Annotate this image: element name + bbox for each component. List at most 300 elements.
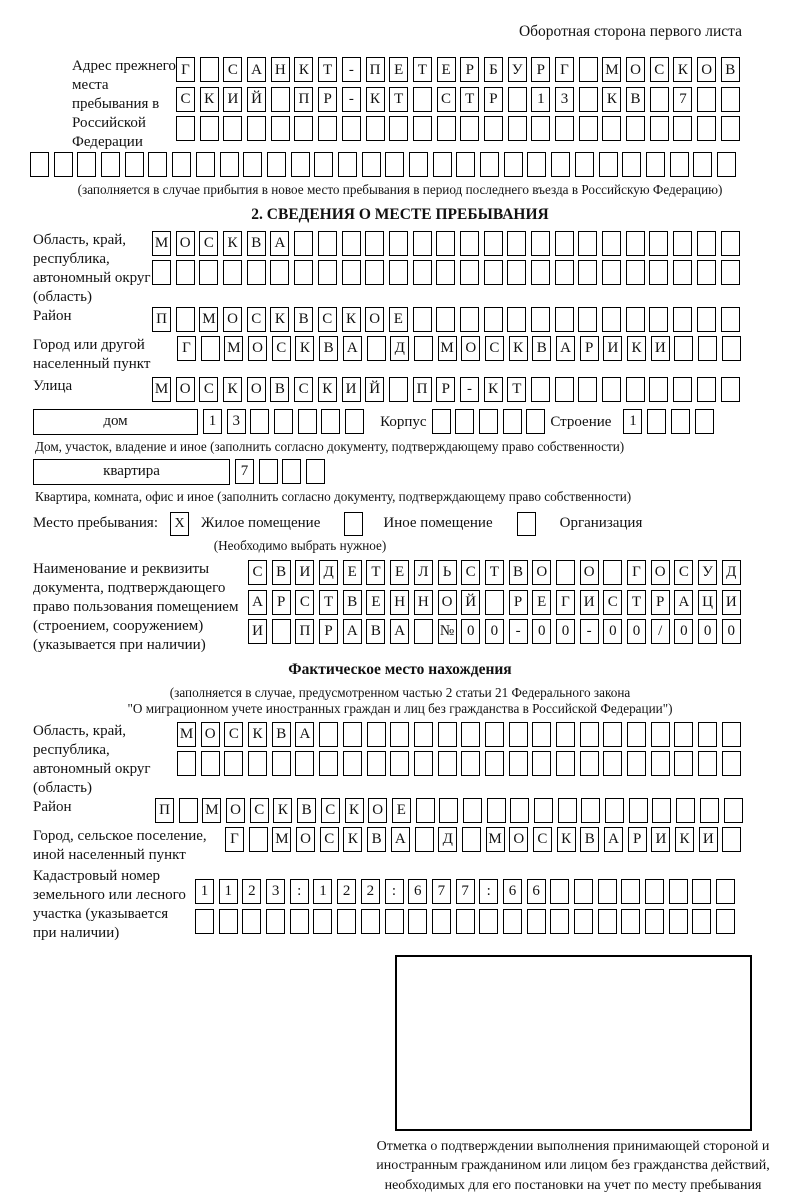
char-cell: О [248,336,267,361]
char-cell [651,751,670,776]
district-block [20,307,780,337]
char-cell [367,722,386,747]
char-cell [670,152,689,177]
char-cell: О [368,798,387,823]
char-cell: В [270,377,289,402]
house-field-box: дом [33,409,198,435]
char-cell [626,116,645,141]
char-cell: В [294,307,313,332]
char-cell [201,336,220,361]
house-block [20,409,780,439]
char-cell [291,152,310,177]
char-cell: Р [580,336,599,361]
char-cell: К [223,377,242,402]
char-cell [647,409,666,434]
cadastre-label: Кадастровый номер земельного или лесного участка (указывается при наличии) [33,868,186,942]
char-cell: : [290,879,309,904]
char-cell [319,722,338,747]
char-cell [337,909,356,934]
char-cell [321,409,340,434]
char-cell [271,87,290,112]
char-cell: И [223,87,242,112]
char-cell [527,909,546,934]
char-cell [249,827,268,852]
char-cell: Т [485,560,504,585]
street-row [152,377,740,402]
char-cell [272,619,291,644]
char-cell: Д [319,560,338,585]
char-cell [627,751,646,776]
region-rows [152,231,740,290]
char-cell: О [226,798,245,823]
district-label: Район [33,307,72,324]
char-cell [531,231,550,256]
char-cell [692,909,711,934]
char-cell: К [342,307,361,332]
prev-address-row-4 [30,152,780,177]
char-cell [484,307,503,332]
char-cell [555,260,574,285]
char-cell [693,152,712,177]
actual-city-block [20,827,780,865]
char-cell [602,260,621,285]
korpus-cells [432,409,546,434]
char-cell: Ь [438,560,457,585]
char-cell [389,377,408,402]
char-cell [692,879,711,904]
char-cell [390,722,409,747]
char-cell: 1 [219,879,238,904]
char-cell: Р [531,57,550,82]
char-cell: О [532,560,551,585]
document-row-2 [248,590,741,615]
char-cell: О [509,827,528,852]
char-cell: В [343,590,362,615]
char-cell: И [699,827,718,852]
char-cell: : [479,879,498,904]
char-cell [177,751,196,776]
char-cell [575,152,594,177]
char-cell [148,152,167,177]
char-cell: 2 [337,879,356,904]
char-cell: К [627,336,646,361]
apartment-cells [235,459,325,484]
char-cell [366,116,385,141]
char-cell [439,798,458,823]
char-cell: О [247,377,266,402]
document-block [20,560,780,655]
char-cell [460,231,479,256]
char-cell: С [176,87,195,112]
char-cell: 1 [623,409,642,434]
actual-district-label: Район [33,798,72,815]
char-cell: К [675,827,694,852]
char-cell [722,336,741,361]
char-cell [436,231,455,256]
char-cell: Р [460,57,479,82]
char-cell: А [674,590,693,615]
document-rows [248,560,741,649]
cadastre-row-1 [195,879,735,904]
actual-region-label: Область, край, республика, автономный округ (область) [33,722,151,796]
char-cell: С [321,798,340,823]
char-cell [721,231,740,256]
char-cell: 0 [532,619,551,644]
char-cell [503,409,522,434]
char-cell: О [461,336,480,361]
char-cell: А [556,336,575,361]
char-cell: О [176,231,195,256]
house-cells [203,409,364,434]
char-cell: М [199,307,218,332]
stay-type-option-other: Иное помещение [383,514,493,531]
char-cell [223,116,242,141]
char-cell: - [580,619,599,644]
char-cell [698,722,717,747]
char-cell [172,152,191,177]
char-cell: 1 [313,879,332,904]
char-cell [77,152,96,177]
char-cell [409,152,428,177]
char-cell [605,798,624,823]
char-cell [437,116,456,141]
char-cell: 0 [698,619,717,644]
char-cell [101,152,120,177]
char-cell [579,87,598,112]
char-cell: 6 [527,879,546,904]
char-cell [532,722,551,747]
char-cell [508,87,527,112]
char-cell: У [698,560,717,585]
char-cell: 0 [556,619,575,644]
char-cell [224,751,243,776]
char-cell [507,231,526,256]
street-label: Улица [33,378,73,395]
char-cell [721,260,740,285]
char-cell [294,260,313,285]
char-cell [390,751,409,776]
char-cell [461,722,480,747]
char-cell: П [295,619,314,644]
char-cell: 3 [555,87,574,112]
char-cell: Е [390,560,409,585]
char-cell: С [224,722,243,747]
char-cell [243,152,262,177]
char-cell [603,722,622,747]
char-cell [456,152,475,177]
char-cell: Й [365,377,384,402]
char-cell: 7 [456,879,475,904]
char-cell: В [509,560,528,585]
char-cell: К [509,336,528,361]
char-cell [195,909,214,934]
char-cell: 2 [242,879,261,904]
char-cell [413,307,432,332]
char-cell [603,560,622,585]
char-cell: С [674,560,693,585]
char-cell: П [366,57,385,82]
char-cell [551,152,570,177]
actual-district-block [20,798,780,828]
char-cell [555,116,574,141]
char-cell: К [366,87,385,112]
char-cell: В [721,57,740,82]
document-label: Наименование и реквизиты документа, подтверждающего право пользования помещением (строением, сооружением) (указывается при наличии) [33,561,239,654]
char-cell: Р [651,590,670,615]
char-cell [415,827,434,852]
char-cell: В [272,722,291,747]
char-cell: 3 [266,879,285,904]
char-cell [531,377,550,402]
char-cell: С [485,336,504,361]
char-cell [531,307,550,332]
char-cell: К [673,57,692,82]
char-cell [697,260,716,285]
char-cell: Р [318,87,337,112]
city-block [20,336,780,374]
char-cell [487,798,506,823]
char-cell [697,307,716,332]
char-cell: - [460,377,479,402]
char-cell: 0 [485,619,504,644]
char-cell [338,152,357,177]
char-cell [294,116,313,141]
char-cell: С [294,377,313,402]
stay-type-checkbox-residential: X [170,512,189,536]
stay-type-checkbox-other [344,512,363,536]
char-cell [413,231,432,256]
char-cell [416,798,435,823]
char-cell: Т [318,57,337,82]
char-cell: Т [627,590,646,615]
char-cell [460,116,479,141]
char-cell [247,260,266,285]
char-cell: В [297,798,316,823]
char-cell: К [557,827,576,852]
char-cell [462,827,481,852]
char-cell: 7 [432,879,451,904]
char-cell [580,722,599,747]
char-cell [389,231,408,256]
char-cell: Р [509,590,528,615]
char-cell: Г [176,57,195,82]
char-cell [673,116,692,141]
char-cell [479,909,498,934]
char-cell: А [390,619,409,644]
char-cell: С [248,560,267,585]
char-cell [199,260,218,285]
char-cell [432,909,451,934]
char-cell: Е [366,590,385,615]
char-cell [504,152,523,177]
char-cell [463,798,482,823]
char-cell [626,231,645,256]
char-cell [673,307,692,332]
char-cell [413,260,432,285]
char-cell [455,409,474,434]
char-cell [484,260,503,285]
prev-address-row-2 [176,87,740,112]
char-cell: 0 [461,619,480,644]
char-cell [626,260,645,285]
char-cell [438,722,457,747]
char-cell [509,722,528,747]
char-cell [717,152,736,177]
char-cell [436,307,455,332]
char-cell [176,116,195,141]
char-cell [645,879,664,904]
char-cell [555,377,574,402]
char-cell: 0 [722,619,741,644]
char-cell [270,260,289,285]
char-cell [389,116,408,141]
char-cell [259,459,278,484]
char-cell: Г [627,560,646,585]
char-cell: К [270,307,289,332]
char-cell: 6 [408,879,427,904]
char-cell [365,231,384,256]
char-cell [272,751,291,776]
char-cell [527,152,546,177]
char-cell [550,879,569,904]
char-cell [674,336,693,361]
char-cell [722,751,741,776]
char-cell: Д [438,827,457,852]
cadastre-rows [195,879,735,938]
char-cell [385,909,404,934]
char-cell [598,879,617,904]
char-cell [125,152,144,177]
char-cell [626,377,645,402]
actual-region-rows [177,722,741,781]
char-cell [485,590,504,615]
char-cell [649,260,668,285]
char-cell [385,152,404,177]
char-cell [200,57,219,82]
char-cell: Т [389,87,408,112]
char-cell [342,260,361,285]
actual-region-row-1 [177,722,741,747]
char-cell: П [413,377,432,402]
char-cell [266,909,285,934]
char-cell [698,751,717,776]
char-cell [629,798,648,823]
char-cell [484,116,503,141]
char-cell [271,116,290,141]
char-cell: Б [484,57,503,82]
char-cell: С [320,827,339,852]
char-cell: Й [461,590,480,615]
char-cell [716,879,735,904]
char-cell: 3 [227,409,246,434]
char-cell: 0 [603,619,622,644]
confirmation-mark-caption: Отметка о подтверждении выполнения принимающей стороной и иностранным гражданином или лицом без гражданства действий, необходимых для его постановки на учет по месту пребывания [376,1139,770,1193]
char-cell: 1 [203,409,222,434]
char-cell: В [580,827,599,852]
char-cell [674,751,693,776]
char-cell: К [295,336,314,361]
char-cell: О [626,57,645,82]
char-cell [295,751,314,776]
prev-address-rows [176,57,740,146]
char-cell [343,751,362,776]
char-cell: О [365,307,384,332]
char-cell: П [152,307,171,332]
char-cell: Л [414,560,433,585]
stay-type-option-organization: Организация [559,514,643,531]
char-cell [510,798,529,823]
char-cell: К [484,377,503,402]
char-cell: И [580,590,599,615]
char-cell: К [343,827,362,852]
char-cell [318,116,337,141]
apartment-block [20,459,780,489]
char-cell [343,722,362,747]
actual-region-row-2 [177,751,741,776]
char-cell [621,909,640,934]
char-cell: М [152,377,171,402]
actual-city-row [225,827,741,852]
char-cell [721,307,740,332]
char-cell: К [248,722,267,747]
char-cell: О [201,722,220,747]
char-cell: О [651,560,670,585]
char-cell [30,152,49,177]
char-cell: С [461,560,480,585]
char-cell [461,751,480,776]
char-cell: Е [389,57,408,82]
char-cell [555,307,574,332]
char-cell: Т [413,57,432,82]
char-cell: С [603,590,622,615]
char-cell [342,116,361,141]
char-cell: : [385,879,404,904]
char-cell [673,260,692,285]
char-cell: С [223,57,242,82]
prev-address-note: (заполняется в случае прибытия в новое место пребывания в период последнего въезда в Российскую Федерацию) [77,181,723,197]
char-cell [602,307,621,332]
char-cell: С [318,307,337,332]
char-cell [507,307,526,332]
char-cell [480,152,499,177]
region-block [20,231,780,307]
char-cell [669,879,688,904]
char-cell [697,87,716,112]
stay-type-label: Место пребывания: [33,514,158,531]
actual-location-note-1: (заполняется в случае, предусмотренном частью 2 статьи 21 Федерального закона [169,684,631,700]
char-cell [627,722,646,747]
apartment-note: Квартира, комната, офис и иное (заполнить согласно документу, подтверждающему право собственности) [35,489,632,505]
char-cell [602,116,621,141]
char-cell: Т [366,560,385,585]
actual-location-title: Фактическое место нахождения [288,661,512,679]
char-cell: 6 [503,879,522,904]
char-cell: / [651,619,670,644]
region-row-1 [152,231,740,256]
city-label: Город или другой населенный пункт [33,337,151,373]
char-cell: Т [460,87,479,112]
char-cell [580,751,599,776]
char-cell: Т [507,377,526,402]
page-title: Оборотная сторона первого листа [518,23,742,40]
char-cell: К [223,231,242,256]
char-cell [306,459,325,484]
char-cell: № [438,619,457,644]
char-cell: Д [390,336,409,361]
char-cell [294,231,313,256]
char-cell [436,260,455,285]
char-cell [414,722,433,747]
